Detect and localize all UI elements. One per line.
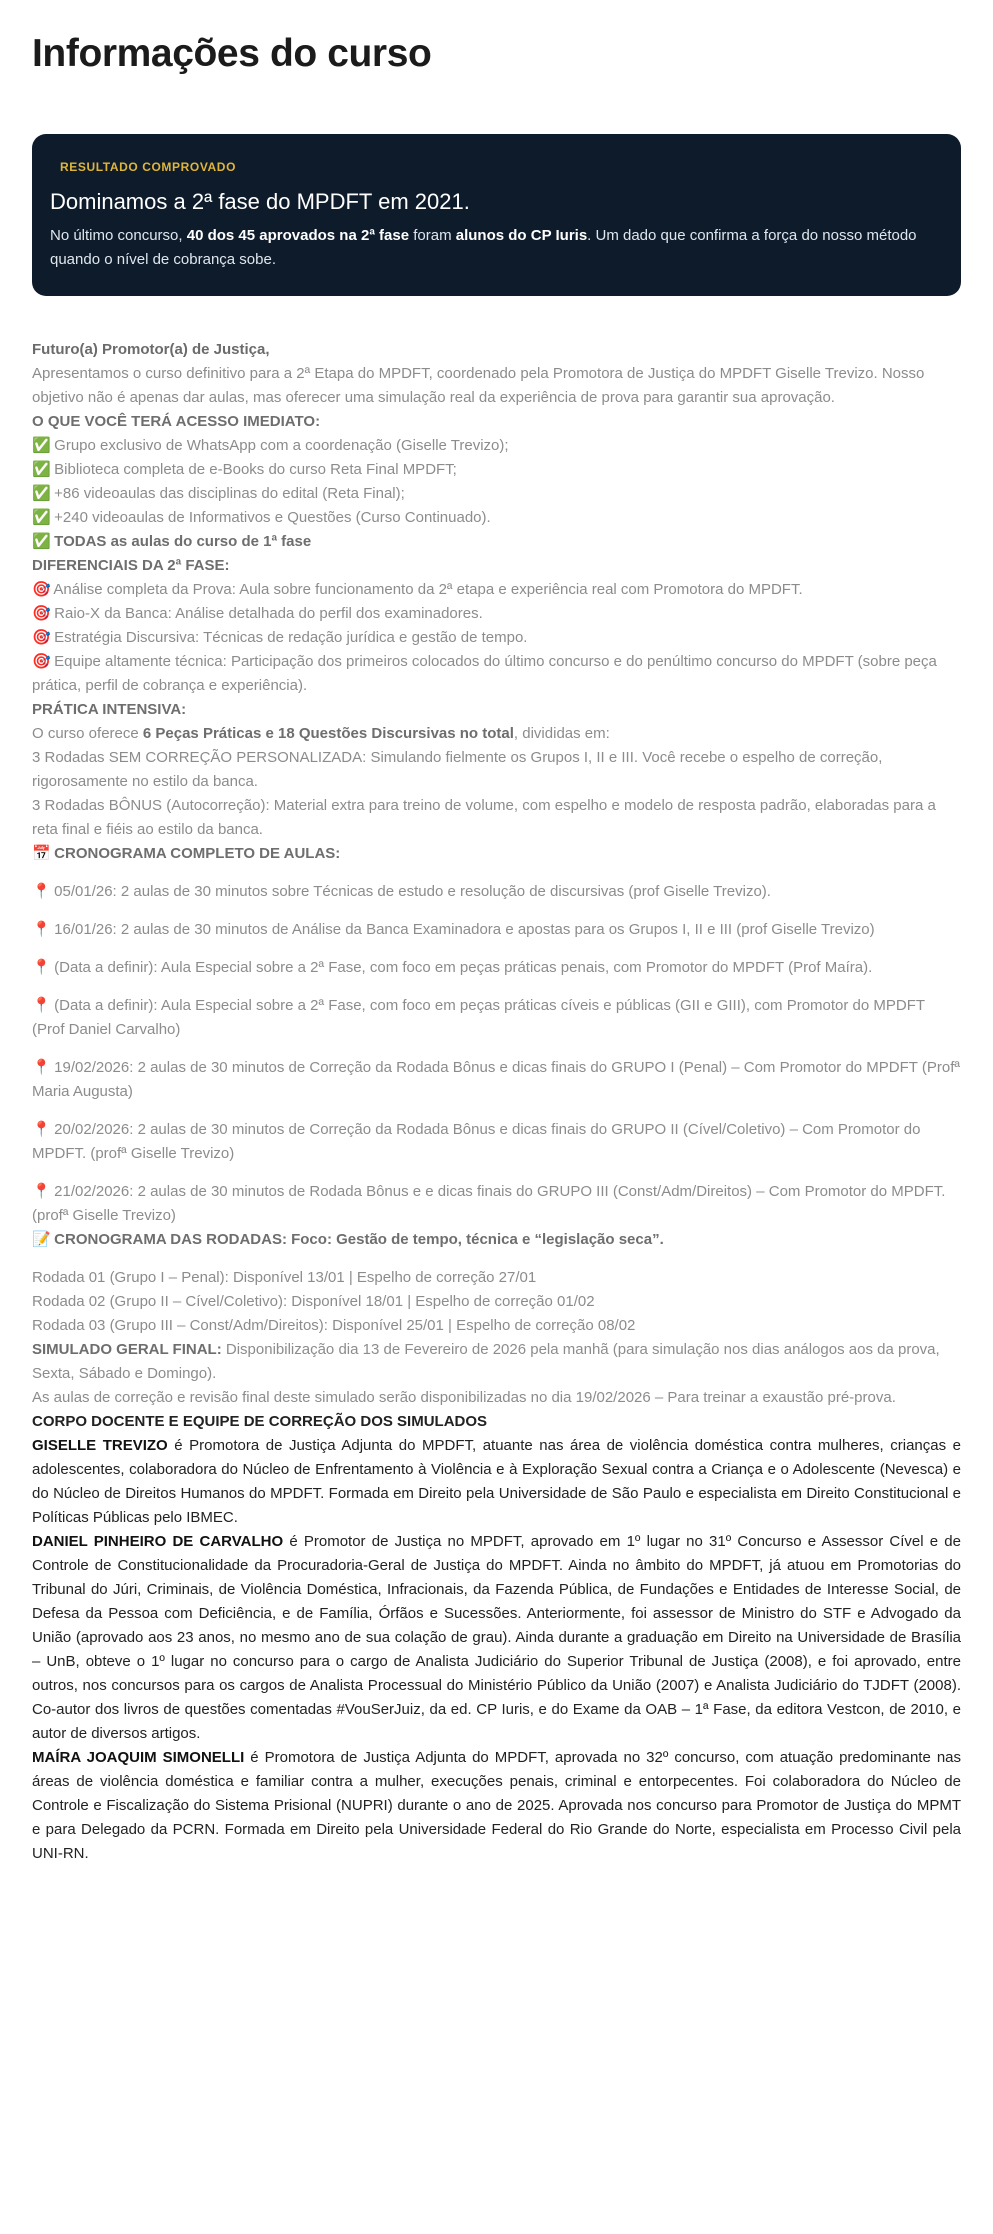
list-item-text: Grupo exclusivo de WhatsApp com a coordenação (Giselle Trevizo); — [54, 437, 509, 454]
memo-icon: 📝 — [32, 1231, 51, 1248]
pin-icon: 📍 — [32, 1059, 51, 1076]
calendar-icon: 📅 — [32, 845, 51, 862]
course-description — [32, 338, 961, 1866]
target-icon: 🎯 — [32, 581, 51, 598]
differentials-heading: DIFERENCIAIS DA 2ª FASE: — [32, 557, 230, 574]
schedule-item-text: 21/02/2026: 2 aulas de 30 minutos de Rodada Bônus e e dicas finais do GRUPO III (Const/Adm/Direitos) – Com Promotor do MPDFT. (profª Giselle Trevizo) — [32, 1183, 946, 1224]
banner-desc-highlight: alunos do CP Iuris — [455, 227, 588, 244]
list-item — [32, 578, 961, 602]
check-icon: ✅ — [32, 533, 51, 550]
list-item-text: Raio-X da Banca: Análise detalhada do perfil dos examinadores. — [54, 605, 483, 622]
list-item-text: Equipe altamente técnica: Participação dos primeiros colocados do último concurso e do penúltimo concurso do MPDFT (sobre peça prática, perfil de cobrança e experiência). — [32, 653, 937, 694]
list-item — [32, 626, 961, 650]
all-classes-text: TODAS as aulas do curso de 1ª fase — [54, 533, 312, 550]
result-banner — [32, 134, 961, 296]
schedule-item — [32, 1118, 961, 1166]
schedule-item-text: 05/01/26: 2 aulas de 30 minutos sobre Técnicas de estudo e resolução de discursivas (prof Giselle Trevizo). — [54, 883, 771, 900]
schedule-item-text: 19/02/2026: 2 aulas de 30 minutos de Correção da Rodada Bônus e dicas finais do GRUPO I (Penal) – Com Promotor do MPDFT (Profª Maria Augusta) — [32, 1059, 960, 1100]
check-icon: ✅ — [32, 509, 51, 526]
schedule-heading — [32, 842, 961, 866]
access-heading: O QUE VOCÊ TERÁ ACESSO IMEDIATO: — [32, 413, 321, 430]
practice-text: , divididas em: — [513, 725, 610, 742]
schedule-item-text: 16/01/26: 2 aulas de 30 minutos de Análise da Banca Examinadora e apostas para os Grupos I, II e III (prof Giselle Trevizo) — [54, 921, 875, 938]
schedule-heading-text: CRONOGRAMA COMPLETO DE AULAS: — [54, 845, 341, 862]
target-icon: 🎯 — [32, 605, 51, 622]
list-item — [32, 650, 961, 698]
practice-bonus: 3 Rodadas BÔNUS (Autocorreção): Material extra para treino de volume, com espelho e modelo de resposta padrão, elaboradas para a reta final e fiéis ao estilo da banca. — [32, 797, 936, 838]
check-icon: ✅ — [32, 461, 51, 478]
final-simulation-note: As aulas de correção e revisão final deste simulado serão disponibilizadas no dia 19/02/2026 – Para treinar a exaustão pré-prova. — [32, 1389, 896, 1406]
faculty-member — [32, 1530, 961, 1746]
practice-rounds: 3 Rodadas SEM CORREÇÃO PERSONALIZADA: Simulando fielmente os Grupos I, II e III. Você recebe o espelho de correção, rigorosamente no estilo da banca. — [32, 749, 883, 790]
schedule-item — [32, 1056, 961, 1104]
banner-desc-text: No último concurso, — [50, 227, 187, 244]
list-item-text: +86 videoaulas das disciplinas do edital (Reta Final); — [54, 485, 405, 502]
schedule-item — [32, 918, 961, 942]
list-item-text: Estratégia Discursiva: Técnicas de redação jurídica e gestão de tempo. — [54, 629, 528, 646]
faculty-bio: é Promotora de Justiça Adjunta do MPDFT, aprovada no 32º concurso, com atuação predominante nas áreas de violência doméstica e familiar contra a mulher, execuções penais, criminal e entorpecentes. Foi colaboradora do Núcleo de Controle e Fiscalização do Sistema Prisional (NUPRI) durante o ano de 2025. Aprovada nos concurso para Promotor de Justiça do MPMT e para Delegado da PCRN. Formada em Direito pela Universidade Federal do Rio Grande do Norte, especialista em Processo Civil pela UNI-RN. — [32, 1749, 962, 1862]
round-item: Rodada 02 (Grupo II – Cível/Coletivo): Disponível 18/01 | Espelho de correção 01/02 — [32, 1293, 595, 1310]
banner-headline: Dominamos a 2ª fase do MPDFT em 2021. — [50, 189, 470, 214]
schedule-list — [32, 880, 961, 1228]
banner-desc-text: . Um dado que confirma a força do nosso método quando o nível de cobrança sobe. — [50, 227, 917, 268]
banner-tag: RESULTADO COMPROVADO — [60, 160, 236, 174]
list-item — [32, 506, 961, 530]
faculty-name: GISELLE TREVIZO — [32, 1437, 168, 1454]
target-icon: 🎯 — [32, 629, 51, 646]
schedule-item-text: (Data a definir): Aula Especial sobre a 2ª Fase, com foco em peças práticas penais, com Promotor do MPDFT (Prof Maíra). — [54, 959, 873, 976]
pin-icon: 📍 — [32, 959, 51, 976]
round-item: Rodada 01 (Grupo I – Penal): Disponível 13/01 | Espelho de correção 27/01 — [32, 1269, 537, 1286]
faculty-bio: é Promotor de Justiça no MPDFT, aprovado em 1º lugar no 31º Concurso e Assessor Cível e de Controle de Constitucionalidade da Procuradoria-Geral de Justiça do MPDFT. Ainda no âmbito do MPDFT, já atuou em Promotorias do Tribunal do Júri, Criminais, de Violência Doméstica, Infracionais, da Fazenda Pública, de Fundações e Entidades de Interesse Social, de Defesa da Pessoa com Deficiência, e de Família, Órfãos e Sucessões. Anteriormente, foi assessor de Ministro do STF e Advogado da União (aprovado aos 23 anos, no mesmo ano de sua colação de grau). Ainda durante a graduação em Direito na Universidade de Brasília – UnB, obteve o 1º lugar no concurso para o cargo de Analista Judiciário do Superior Tribunal de Justiça (2008), e foi aprovado, entre outros, nos concursos para os cargos de Analista Processual do Ministério Público da União (2007) e Analista Judiciário do TJDFT (2008). Co-autor dos livros de questões comentadas #VouSerJuiz, da ed. CP Iuris, e do Exame da OAB – 1ª Fase, da editora Vestcon, de 2010, e autor de diversos artigos. — [32, 1533, 961, 1742]
faculty-member — [32, 1746, 961, 1866]
access-list — [32, 434, 961, 530]
schedule-item-text: (Data a definir): Aula Especial sobre a 2ª Fase, com foco em peças práticas cíveis e públicas (GII e GIII), com Promotor do MPDFT (Prof Daniel Carvalho) — [32, 997, 925, 1038]
final-sim-text: Disponibilização dia 13 de Fevereiro de 2026 pela manhã (para simulação nos dias análogos aos da prova, Sexta, Sábado e Domingo). — [32, 1341, 940, 1382]
schedule-item-text: 20/02/2026: 2 aulas de 30 minutos de Correção da Rodada Bônus e dicas finais do GRUPO II (Cível/Coletivo) – Com Promotor do MPDFT. (profª Giselle Trevizo) — [32, 1121, 921, 1162]
final-simulation — [32, 1338, 961, 1386]
list-item-text: Biblioteca completa de e-Books do curso Reta Final MPDFT; — [54, 461, 457, 478]
list-item-text: Análise completa da Prova: Aula sobre funcionamento da 2ª etapa e experiência real com Promotora do MPDFT. — [53, 581, 803, 598]
schedule-item — [32, 880, 961, 904]
schedule-item — [32, 1180, 961, 1228]
check-icon: ✅ — [32, 485, 51, 502]
all-classes-item — [32, 530, 961, 554]
practice-intro — [32, 722, 961, 746]
practice-text: O curso oferece — [32, 725, 143, 742]
greeting: Futuro(a) Promotor(a) de Justiça, — [32, 341, 270, 358]
list-item — [32, 602, 961, 626]
list-item — [32, 482, 961, 506]
banner-desc-highlight: 40 dos 45 aprovados na 2ª fase — [186, 227, 410, 244]
differentials-list — [32, 578, 961, 698]
faculty-name: MAÍRA JOAQUIM SIMONELLI — [32, 1749, 245, 1766]
faculty-member — [32, 1434, 961, 1530]
schedule-item — [32, 994, 961, 1042]
pin-icon: 📍 — [32, 921, 51, 938]
faculty-name: DANIEL PINHEIRO DE CARVALHO — [32, 1533, 284, 1550]
faculty-bio: é Promotora de Justiça Adjunta do MPDFT, atuante nas área de violência doméstica contra mulheres, crianças e adolescentes, colaboradora do Núcleo de Enfrentamento à Violência e à Exploração Sexual contra a Criança e o Adolescente (Nevesca) e do Núcleo de Direitos Humanos do MPDFT. Formada em Direito pela Universidade de São Paulo e especialista em Direito Constitucional e Políticas Públicas pelo IBMEC. — [32, 1437, 961, 1526]
page-title: Informações do curso — [32, 32, 432, 75]
target-icon: 🎯 — [32, 653, 51, 670]
pin-icon: 📍 — [32, 997, 51, 1014]
rounds-list — [32, 1266, 961, 1338]
pin-icon: 📍 — [32, 1121, 51, 1138]
practice-heading: PRÁTICA INTENSIVA: — [32, 701, 187, 718]
list-item — [32, 434, 961, 458]
rounds-heading-text: CRONOGRAMA DAS RODADAS: Foco: Gestão de tempo, técnica e “legislação seca”. — [54, 1231, 664, 1248]
list-item-text: +240 videoaulas de Informativos e Questões (Curso Continuado). — [54, 509, 491, 526]
pin-icon: 📍 — [32, 883, 51, 900]
faculty-heading: CORPO DOCENTE E EQUIPE DE CORREÇÃO DOS SIMULADOS — [32, 1413, 488, 1430]
list-item — [32, 458, 961, 482]
banner-description — [50, 224, 943, 272]
check-icon: ✅ — [32, 437, 51, 454]
schedule-item — [32, 956, 961, 980]
pin-icon: 📍 — [32, 1183, 51, 1200]
banner-desc-text: foram — [409, 227, 456, 244]
final-sim-label: SIMULADO GERAL FINAL: — [32, 1341, 222, 1358]
rounds-heading — [32, 1228, 961, 1252]
practice-highlight: 6 Peças Práticas e 18 Questões Discursivas no total — [142, 725, 514, 742]
intro-paragraph: Apresentamos o curso definitivo para a 2ª Etapa do MPDFT, coordenado pela Promotora de Justiça do MPDFT Giselle Trevizo. Nosso objetivo não é apenas dar aulas, mas oferecer uma simulação real da experiência de prova para garantir sua aprovação. — [32, 365, 925, 406]
round-item: Rodada 03 (Grupo III – Const/Adm/Direitos): Disponível 25/01 | Espelho de correção 08/02 — [32, 1317, 636, 1334]
